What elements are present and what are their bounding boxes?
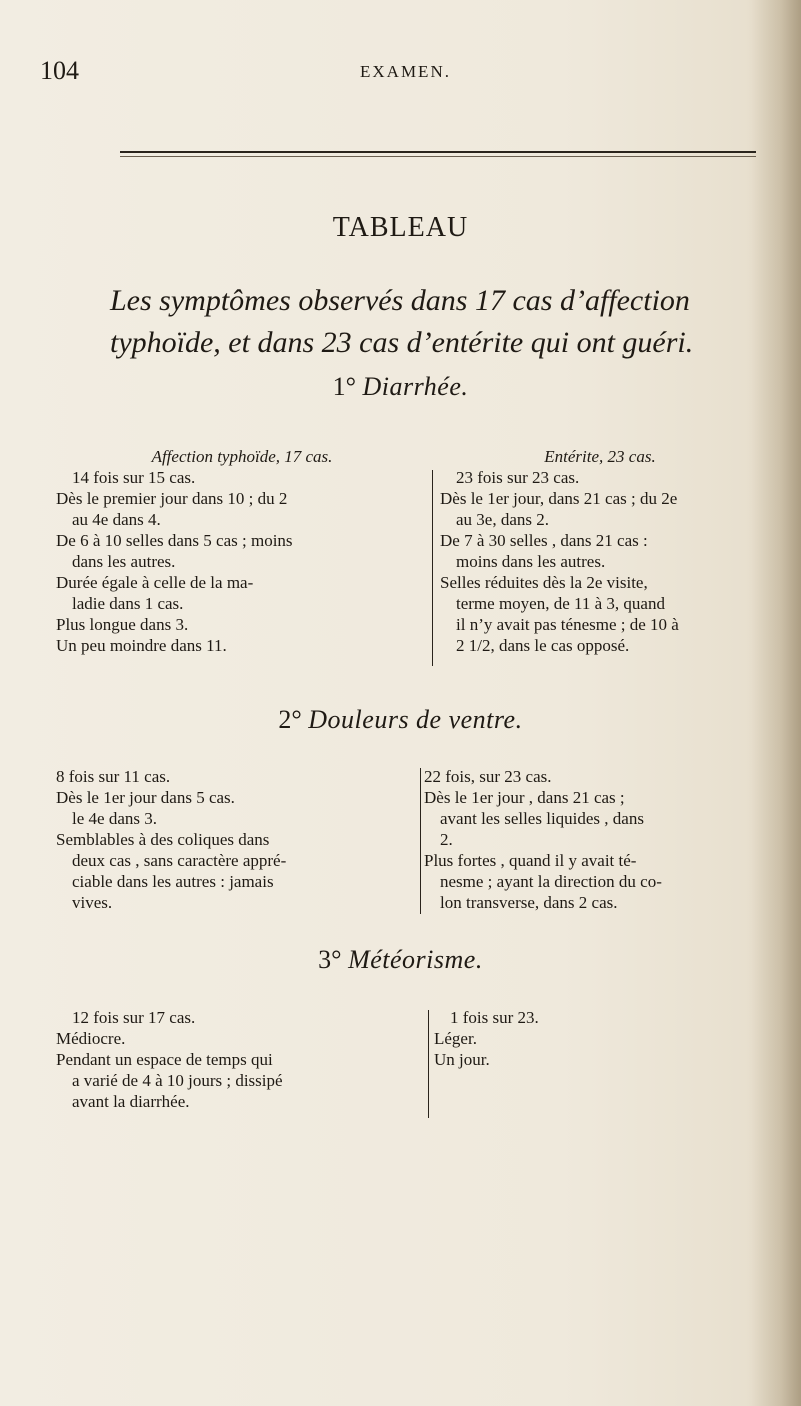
column-line: vives. bbox=[72, 893, 113, 912]
column-line: terme moyen, de 11 à 3, quand bbox=[456, 594, 665, 613]
section-1-right-column bbox=[440, 446, 760, 656]
header-rule-thin bbox=[120, 156, 756, 157]
page-spine-shadow bbox=[751, 0, 801, 1406]
running-title: EXAMEN. bbox=[360, 62, 451, 81]
column-line: 23 fois sur 23 cas. bbox=[456, 468, 580, 487]
table-title: TABLEAU bbox=[332, 212, 469, 243]
column-line: Dès le 1er jour , dans 21 cas ; bbox=[424, 788, 625, 807]
column-line: 1 fois sur 23. bbox=[450, 1008, 539, 1027]
column-line: De 7 à 30 selles , dans 21 cas : bbox=[440, 531, 648, 550]
section-name: Météorisme. bbox=[348, 945, 483, 974]
column-line: il n’y avait pas ténesme ; de 10 à bbox=[456, 615, 679, 634]
column-line: avant la diarrhée. bbox=[72, 1092, 190, 1111]
column-line: Médiocre. bbox=[56, 1029, 126, 1048]
column-line: Dès le 1er jour dans 5 cas. bbox=[56, 788, 235, 807]
section-number: 1° bbox=[332, 372, 357, 401]
column-line: Plus longue dans 3. bbox=[56, 615, 189, 634]
column-line: au 4e dans 4. bbox=[72, 510, 161, 529]
column-line: Un jour. bbox=[434, 1050, 490, 1069]
section-3-right-column bbox=[434, 1007, 634, 1070]
column-line: De 6 à 10 selles dans 5 cas ; moins bbox=[56, 531, 293, 550]
column-line: 22 fois, sur 23 cas. bbox=[424, 767, 552, 786]
section-heading-douleurs bbox=[0, 705, 801, 735]
section-3-left-column bbox=[56, 1007, 424, 1112]
section-name: Douleurs de ventre. bbox=[308, 705, 523, 734]
column-line: 8 fois sur 11 cas. bbox=[56, 767, 171, 786]
column-line: 12 fois sur 17 cas. bbox=[72, 1008, 196, 1027]
column-divider bbox=[428, 1010, 429, 1118]
header-rule bbox=[120, 151, 756, 153]
column-line: Léger. bbox=[434, 1029, 477, 1048]
column-line: Pendant un espace de temps qui bbox=[56, 1050, 273, 1069]
column-line: avant les selles liquides , dans bbox=[440, 809, 644, 828]
column-line: a varié de 4 à 10 jours ; dissipé bbox=[72, 1071, 283, 1090]
column-line: lon transverse, dans 2 cas. bbox=[440, 893, 618, 912]
column-line: ciable dans les autres : jamais bbox=[72, 872, 274, 891]
column-line: 2. bbox=[440, 830, 453, 849]
column-line: moins dans les autres. bbox=[456, 552, 606, 571]
column-line: Un peu moindre dans 11. bbox=[56, 636, 227, 655]
table-subtitle: Les symptômes observés dans 17 cas d’affection typhoïde, et dans 23 cas d’entérite qui ont guéri. bbox=[110, 284, 694, 359]
section-2-left-column bbox=[56, 766, 416, 913]
section-number: 2° bbox=[278, 705, 302, 734]
column-line: Plus fortes , quand il y avait té- bbox=[424, 851, 637, 870]
section-number: 3° bbox=[318, 945, 342, 974]
section-name: Diarrhée. bbox=[362, 372, 469, 401]
column-line: dans les autres. bbox=[72, 552, 176, 571]
column-line: Selles réduites dès la 2e visite, bbox=[440, 573, 648, 592]
running-head bbox=[0, 56, 801, 96]
column-line: deux cas , sans caractère appré- bbox=[72, 851, 287, 870]
column-line: nesme ; ayant la direction du co- bbox=[440, 872, 662, 891]
section-1-left-column bbox=[56, 446, 428, 656]
column-line: Dès le premier jour dans 10 ; du 2 bbox=[56, 489, 288, 508]
column-line: 14 fois sur 15 cas. bbox=[72, 468, 196, 487]
column-line: Dès le 1er jour, dans 21 cas ; du 2e bbox=[440, 489, 678, 508]
column-line: 2 1/2, dans le cas opposé. bbox=[456, 636, 630, 655]
column-line: ladie dans 1 cas. bbox=[72, 594, 184, 613]
column-divider bbox=[420, 768, 421, 914]
page-number: 104 bbox=[40, 56, 79, 85]
column-line: au 3e, dans 2. bbox=[456, 510, 550, 529]
column-line: Semblables à des coliques dans bbox=[56, 830, 270, 849]
section-heading-diarrhee bbox=[0, 372, 801, 402]
column-line: le 4e dans 3. bbox=[72, 809, 157, 828]
column-heading: Entérite, 23 cas. bbox=[544, 447, 656, 466]
column-divider bbox=[432, 470, 433, 666]
section-2-right-column bbox=[424, 766, 764, 913]
section-heading-meteorisme bbox=[0, 945, 801, 975]
column-line: Durée égale à celle de la ma- bbox=[56, 573, 254, 592]
column-heading: Affection typhoïde, 17 cas. bbox=[151, 447, 333, 466]
